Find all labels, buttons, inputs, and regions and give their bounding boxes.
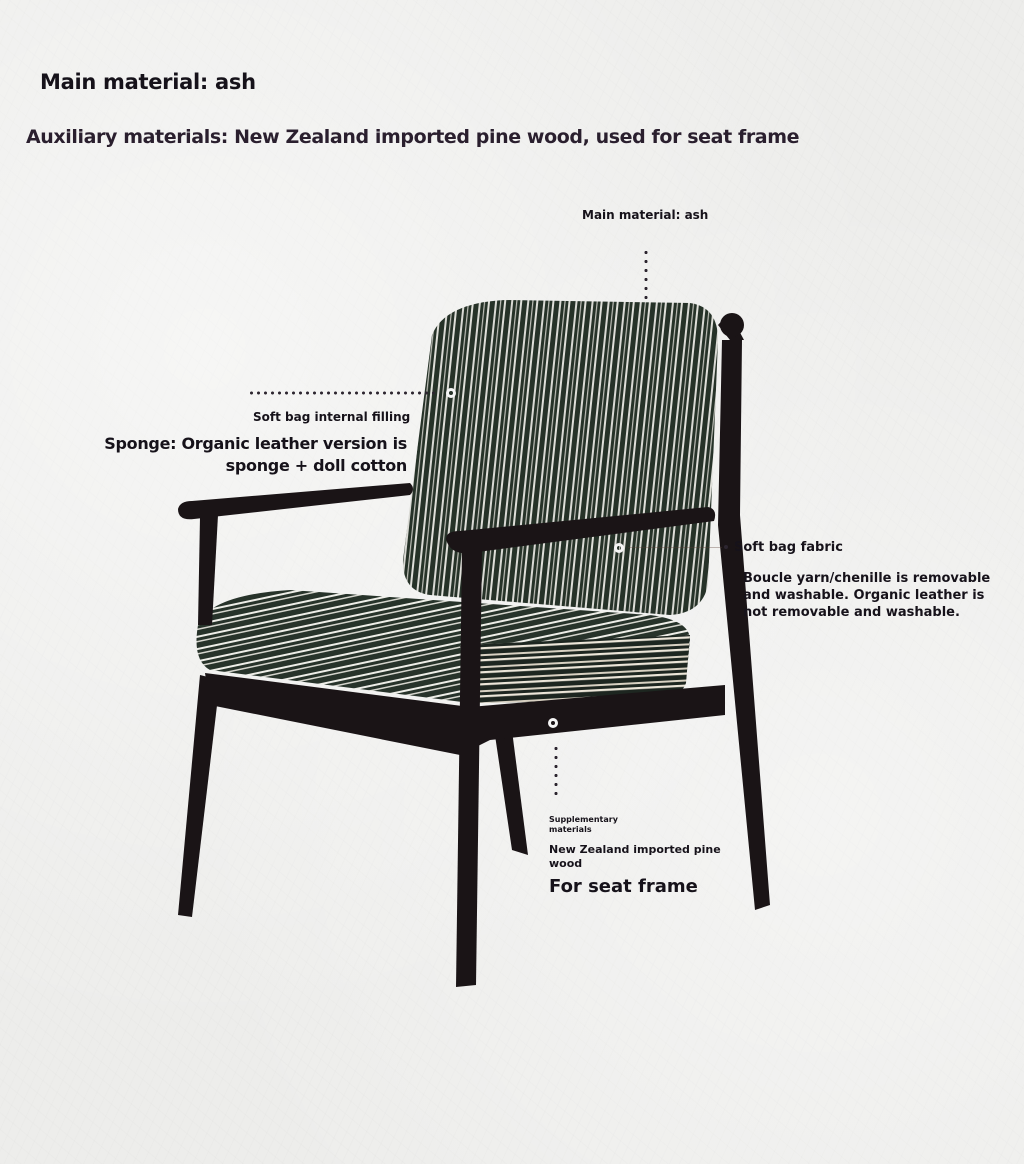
callout-fabric-line2: and washable. Organic leather is — [743, 588, 985, 603]
main-material-heading: Main material: ash — [40, 70, 256, 94]
callout-filling-line1: Sponge: Organic leather version is — [104, 434, 407, 453]
callout-main-material-label: Main material: ash — [582, 208, 709, 222]
callout-fabric-leader-line — [628, 547, 722, 548]
callout-fabric-bullet-icon — [724, 545, 728, 549]
callout-filling-title: Soft bag internal filling — [253, 410, 411, 424]
callout-fabric-title: Soft bag fabric — [734, 540, 843, 555]
callout-frame-small1: Supplementary — [549, 815, 618, 824]
callout-filling-line2: sponge + doll cotton — [225, 456, 407, 475]
callout-fabric-line3: not removable and washable. — [743, 605, 960, 620]
callout-filling-leader-dots — [248, 391, 438, 395]
callout-fabric-line1: Boucle yarn/chenille is removable — [743, 571, 991, 586]
callout-top-leader-dots — [644, 248, 648, 304]
callout-frame-leader-dots — [554, 744, 558, 800]
callout-frame-line1: New Zealand imported pine — [549, 843, 721, 856]
callout-frame-emphasis: For seat frame — [549, 876, 698, 897]
callout-frame-small2: materials — [549, 825, 592, 834]
auxiliary-materials-heading: Auxiliary materials: New Zealand imported pine wood, used for seat frame — [26, 126, 800, 148]
callout-filling-marker-icon — [446, 388, 456, 398]
callout-frame-line2: wood — [549, 857, 583, 870]
callout-frame-marker-icon — [548, 718, 558, 728]
callout-fabric-marker-icon — [614, 543, 624, 553]
